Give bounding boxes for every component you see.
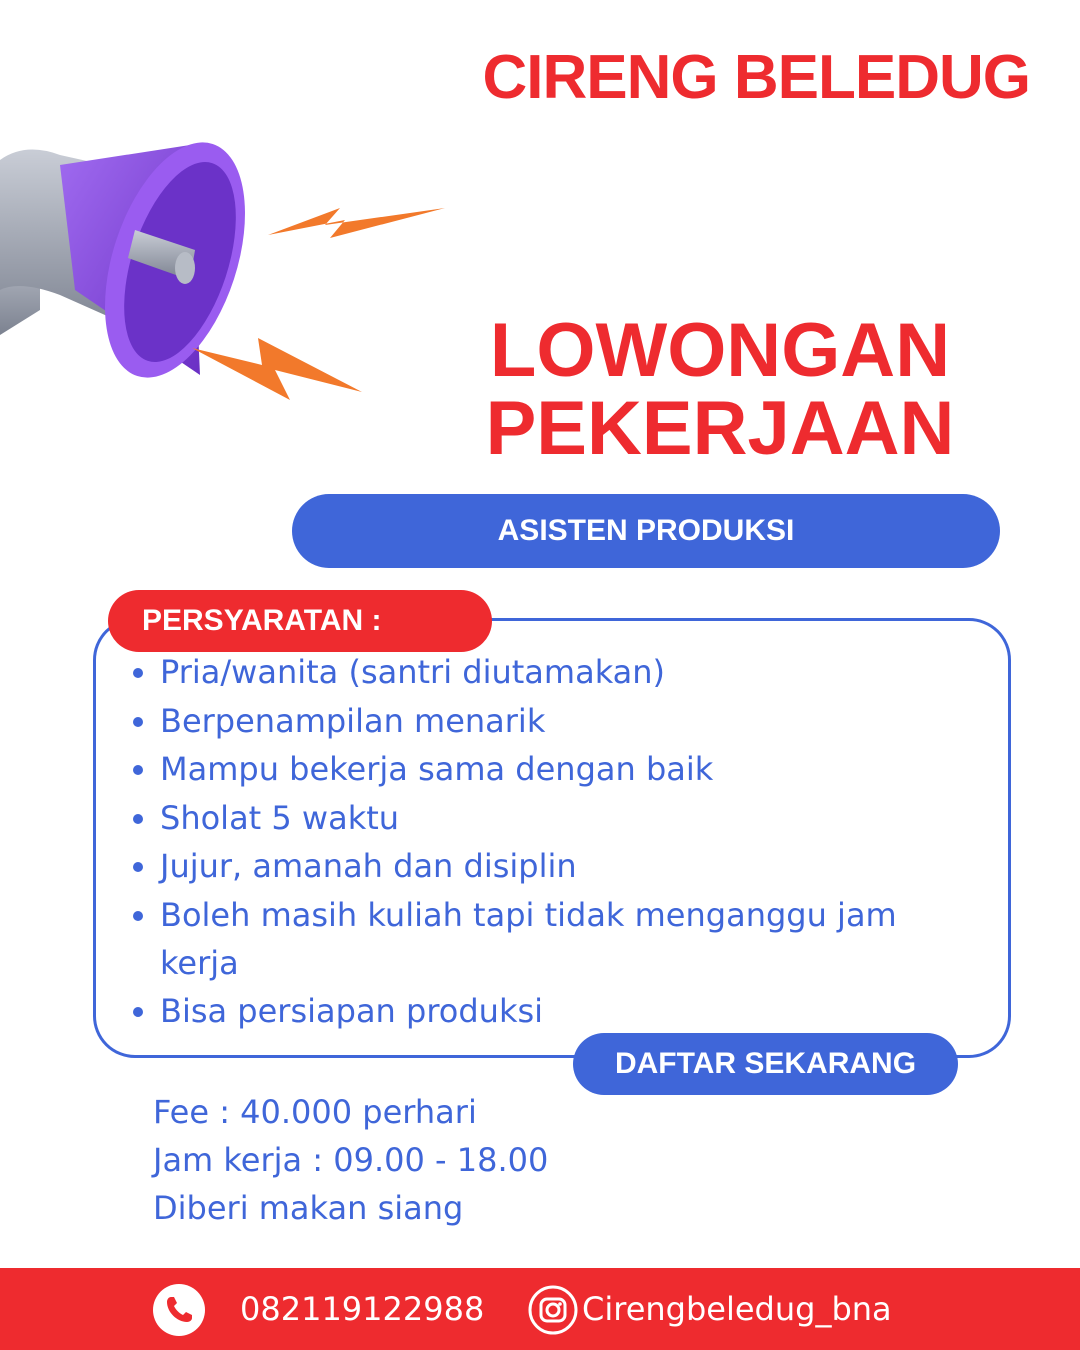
phone-icon	[153, 1284, 205, 1336]
bullet-icon	[133, 1007, 143, 1017]
requirement-item: Mampu bekerja sama dengan baik	[128, 745, 948, 793]
headline-line-1: LOWONGAN	[489, 308, 951, 393]
requirements-list	[128, 648, 948, 1036]
register-now-button[interactable]: DAFTAR SEKARANG	[573, 1033, 958, 1095]
requirement-item: Sholat 5 waktu	[128, 794, 948, 842]
megaphone-icon	[0, 130, 460, 420]
requirement-item: Boleh masih kuliah tapi tidak menganggu jam kerja	[128, 891, 948, 987]
requirement-item: Jujur, amanah dan disiplin	[128, 842, 948, 890]
headline-line-2: PEKERJAAN	[485, 386, 955, 471]
headline	[450, 308, 990, 471]
brand-title: CIRENG BELEDUG	[482, 43, 1030, 112]
requirement-item: Berpenampilan menarik	[128, 697, 948, 745]
job-info	[153, 1088, 548, 1232]
bullet-icon	[133, 814, 143, 824]
contact-footer	[0, 1268, 1080, 1350]
requirements-label: PERSYARATAN :	[108, 590, 492, 652]
instagram-handle[interactable]: Cirengbeledug_bna	[582, 1290, 892, 1328]
bullet-icon	[133, 862, 143, 872]
position-badge: ASISTEN PRODUKSI	[292, 494, 1000, 568]
bullet-icon	[133, 765, 143, 775]
requirement-item: Bisa persiapan produksi	[128, 987, 948, 1035]
meal-text: Diberi makan siang	[153, 1189, 464, 1227]
requirement-item: Pria/wanita (santri diutamakan)	[128, 648, 948, 696]
bullet-icon	[133, 911, 143, 921]
bullet-icon	[133, 668, 143, 678]
instagram-icon	[528, 1285, 578, 1335]
bullet-icon	[133, 717, 143, 727]
work-hours-text: Jam kerja : 09.00 - 18.00	[153, 1141, 549, 1179]
phone-number[interactable]: 082119122988	[240, 1290, 485, 1328]
fee-text: Fee : 40.000 perhari	[153, 1093, 477, 1131]
